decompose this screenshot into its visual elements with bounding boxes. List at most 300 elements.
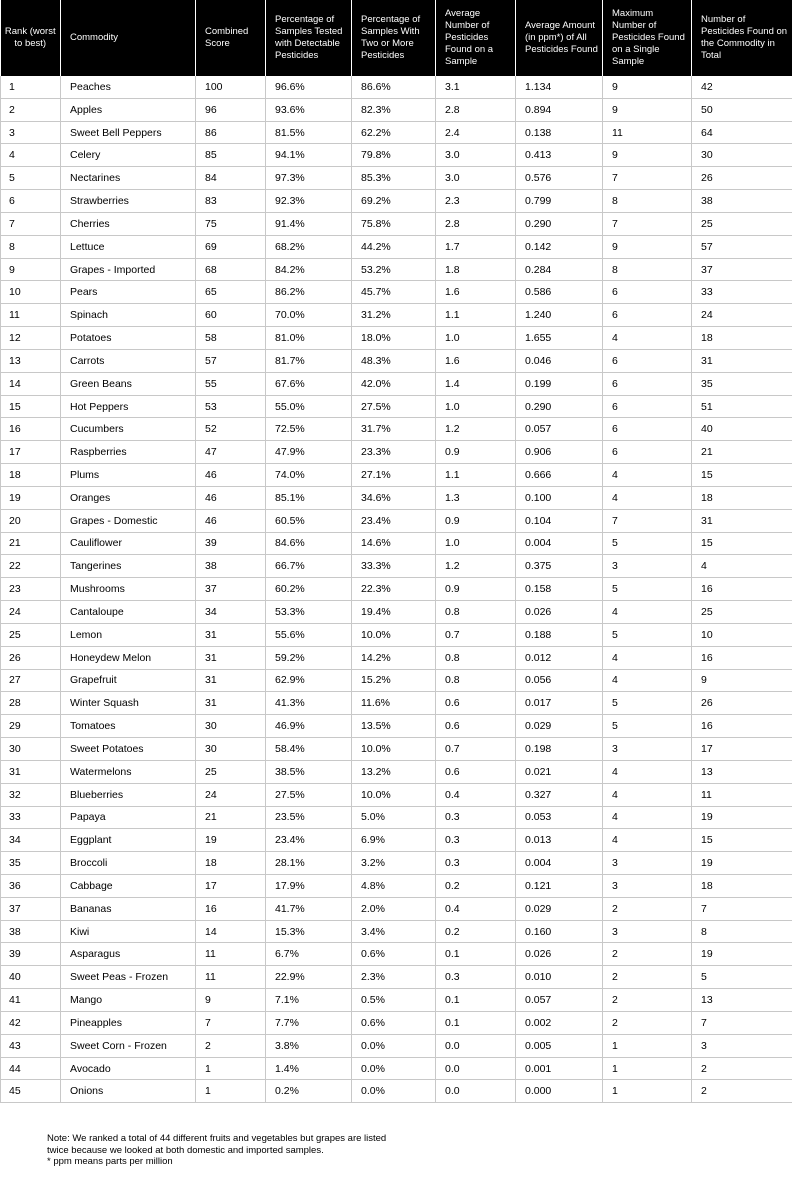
cell-commodity: Nectarines <box>61 167 196 190</box>
cell-max-number: 4 <box>603 783 692 806</box>
cell-rank: 10 <box>1 281 61 304</box>
cell-max-number: 6 <box>603 349 692 372</box>
table-row <box>1 920 792 943</box>
cell-commodity: Eggplant <box>61 829 196 852</box>
cell-avg-amount: 0.576 <box>516 167 603 190</box>
cell-combined-score: 2 <box>196 1034 266 1057</box>
cell-avg-number: 0.4 <box>436 897 516 920</box>
cell-avg-amount: 0.004 <box>516 532 603 555</box>
cell-avg-number: 0.0 <box>436 1080 516 1103</box>
cell-commodity: Onions <box>61 1080 196 1103</box>
cell-commodity: Grapes - Domestic <box>61 509 196 532</box>
cell-avg-number: 3.0 <box>436 144 516 167</box>
table-row <box>1 1034 792 1057</box>
cell-commodity: Kiwi <box>61 920 196 943</box>
table-row <box>1 874 792 897</box>
cell-combined-score: 69 <box>196 235 266 258</box>
cell-avg-amount: 0.121 <box>516 874 603 897</box>
cell-avg-amount: 0.290 <box>516 212 603 235</box>
cell-avg-amount: 0.138 <box>516 121 603 144</box>
cell-pct-two-or-more: 10.0% <box>352 623 436 646</box>
cell-combined-score: 46 <box>196 509 266 532</box>
cell-avg-amount: 0.188 <box>516 623 603 646</box>
cell-commodity: Pears <box>61 281 196 304</box>
cell-pct-two-or-more: 13.5% <box>352 715 436 738</box>
cell-avg-amount: 0.013 <box>516 829 603 852</box>
cell-total-number: 64 <box>692 121 792 144</box>
cell-commodity: Cantaloupe <box>61 601 196 624</box>
cell-combined-score: 7 <box>196 1011 266 1034</box>
header-total-number: Number of Pesticides Found on the Commodity in Total <box>692 0 792 76</box>
cell-avg-amount: 0.000 <box>516 1080 603 1103</box>
cell-avg-number: 2.3 <box>436 190 516 213</box>
cell-avg-amount: 0.284 <box>516 258 603 281</box>
cell-avg-amount: 0.012 <box>516 646 603 669</box>
table-body <box>1 76 792 1103</box>
cell-avg-amount: 0.026 <box>516 601 603 624</box>
cell-pct-detectable: 72.5% <box>266 418 352 441</box>
cell-avg-number: 1.6 <box>436 349 516 372</box>
cell-max-number: 1 <box>603 1057 692 1080</box>
table-row <box>1 76 792 98</box>
cell-pct-detectable: 47.9% <box>266 441 352 464</box>
cell-pct-two-or-more: 33.3% <box>352 555 436 578</box>
cell-total-number: 15 <box>692 464 792 487</box>
cell-combined-score: 83 <box>196 190 266 213</box>
cell-total-number: 24 <box>692 304 792 327</box>
table-row <box>1 144 792 167</box>
cell-pct-detectable: 81.0% <box>266 327 352 350</box>
cell-pct-detectable: 3.8% <box>266 1034 352 1057</box>
cell-avg-amount: 0.100 <box>516 486 603 509</box>
cell-avg-number: 0.9 <box>436 578 516 601</box>
cell-combined-score: 25 <box>196 760 266 783</box>
cell-commodity: Lemon <box>61 623 196 646</box>
cell-avg-amount: 0.104 <box>516 509 603 532</box>
cell-commodity: Strawberries <box>61 190 196 213</box>
cell-avg-amount: 0.413 <box>516 144 603 167</box>
cell-pct-two-or-more: 69.2% <box>352 190 436 213</box>
cell-combined-score: 24 <box>196 783 266 806</box>
cell-pct-two-or-more: 23.3% <box>352 441 436 464</box>
cell-rank: 27 <box>1 669 61 692</box>
cell-rank: 17 <box>1 441 61 464</box>
cell-rank: 42 <box>1 1011 61 1034</box>
cell-pct-detectable: 59.2% <box>266 646 352 669</box>
cell-avg-amount: 0.056 <box>516 669 603 692</box>
cell-combined-score: 9 <box>196 989 266 1012</box>
cell-pct-two-or-more: 15.2% <box>352 669 436 692</box>
cell-max-number: 6 <box>603 304 692 327</box>
cell-max-number: 2 <box>603 897 692 920</box>
cell-max-number: 4 <box>603 486 692 509</box>
cell-avg-amount: 0.142 <box>516 235 603 258</box>
cell-commodity: Cabbage <box>61 874 196 897</box>
cell-avg-number: 1.0 <box>436 327 516 350</box>
cell-avg-number: 0.2 <box>436 874 516 897</box>
cell-pct-two-or-more: 2.3% <box>352 966 436 989</box>
cell-rank: 11 <box>1 304 61 327</box>
cell-avg-amount: 0.005 <box>516 1034 603 1057</box>
cell-avg-number: 0.8 <box>436 601 516 624</box>
cell-pct-two-or-more: 19.4% <box>352 601 436 624</box>
cell-commodity: Grapes - Imported <box>61 258 196 281</box>
cell-commodity: Plums <box>61 464 196 487</box>
table-row <box>1 349 792 372</box>
cell-total-number: 19 <box>692 852 792 875</box>
cell-avg-amount: 1.134 <box>516 76 603 98</box>
cell-pct-two-or-more: 14.2% <box>352 646 436 669</box>
cell-avg-amount: 1.240 <box>516 304 603 327</box>
cell-avg-number: 1.2 <box>436 555 516 578</box>
cell-rank: 34 <box>1 829 61 852</box>
cell-total-number: 31 <box>692 349 792 372</box>
cell-max-number: 6 <box>603 418 692 441</box>
cell-total-number: 18 <box>692 874 792 897</box>
cell-pct-detectable: 92.3% <box>266 190 352 213</box>
table-row <box>1 989 792 1012</box>
cell-rank: 45 <box>1 1080 61 1103</box>
note-line-2: twice because we looked at both domestic and imported samples. <box>47 1144 324 1156</box>
cell-pct-two-or-more: 11.6% <box>352 692 436 715</box>
cell-max-number: 3 <box>603 852 692 875</box>
cell-commodity: Broccoli <box>61 852 196 875</box>
cell-avg-amount: 0.586 <box>516 281 603 304</box>
cell-total-number: 19 <box>692 806 792 829</box>
cell-rank: 5 <box>1 167 61 190</box>
cell-avg-number: 1.3 <box>436 486 516 509</box>
cell-avg-number: 0.1 <box>436 1011 516 1034</box>
cell-pct-detectable: 6.7% <box>266 943 352 966</box>
cell-commodity: Watermelons <box>61 760 196 783</box>
table-row <box>1 509 792 532</box>
cell-commodity: Oranges <box>61 486 196 509</box>
cell-commodity: Peaches <box>61 76 196 98</box>
cell-pct-two-or-more: 0.0% <box>352 1034 436 1057</box>
table-row <box>1 418 792 441</box>
cell-avg-number: 0.0 <box>436 1034 516 1057</box>
cell-commodity: Cucumbers <box>61 418 196 441</box>
cell-total-number: 16 <box>692 578 792 601</box>
cell-rank: 30 <box>1 738 61 761</box>
table-row <box>1 578 792 601</box>
table-row <box>1 852 792 875</box>
cell-pct-detectable: 28.1% <box>266 852 352 875</box>
cell-avg-number: 0.4 <box>436 783 516 806</box>
cell-avg-number: 3.0 <box>436 167 516 190</box>
cell-pct-detectable: 86.2% <box>266 281 352 304</box>
cell-pct-detectable: 97.3% <box>266 167 352 190</box>
cell-pct-two-or-more: 0.5% <box>352 989 436 1012</box>
cell-avg-number: 1.7 <box>436 235 516 258</box>
cell-total-number: 10 <box>692 623 792 646</box>
cell-max-number: 3 <box>603 874 692 897</box>
table-row <box>1 1011 792 1034</box>
cell-max-number: 6 <box>603 395 692 418</box>
cell-combined-score: 21 <box>196 806 266 829</box>
cell-combined-score: 68 <box>196 258 266 281</box>
cell-avg-number: 2.8 <box>436 212 516 235</box>
cell-combined-score: 65 <box>196 281 266 304</box>
cell-total-number: 3 <box>692 1034 792 1057</box>
cell-avg-number: 2.4 <box>436 121 516 144</box>
cell-pct-detectable: 81.5% <box>266 121 352 144</box>
cell-max-number: 2 <box>603 966 692 989</box>
cell-combined-score: 18 <box>196 852 266 875</box>
cell-pct-two-or-more: 3.2% <box>352 852 436 875</box>
cell-total-number: 16 <box>692 646 792 669</box>
cell-commodity: Potatoes <box>61 327 196 350</box>
table-row <box>1 669 792 692</box>
cell-pct-detectable: 67.6% <box>266 372 352 395</box>
cell-combined-score: 55 <box>196 372 266 395</box>
cell-commodity: Carrots <box>61 349 196 372</box>
cell-max-number: 7 <box>603 509 692 532</box>
cell-pct-detectable: 23.4% <box>266 829 352 852</box>
cell-pct-detectable: 23.5% <box>266 806 352 829</box>
table-row <box>1 897 792 920</box>
table-header-row <box>1 0 792 76</box>
cell-pct-two-or-more: 75.8% <box>352 212 436 235</box>
cell-combined-score: 47 <box>196 441 266 464</box>
cell-combined-score: 86 <box>196 121 266 144</box>
cell-avg-amount: 0.199 <box>516 372 603 395</box>
cell-pct-two-or-more: 31.2% <box>352 304 436 327</box>
table-row <box>1 829 792 852</box>
cell-pct-detectable: 94.1% <box>266 144 352 167</box>
cell-max-number: 1 <box>603 1034 692 1057</box>
cell-pct-detectable: 27.5% <box>266 783 352 806</box>
cell-pct-two-or-more: 53.2% <box>352 258 436 281</box>
cell-pct-two-or-more: 13.2% <box>352 760 436 783</box>
cell-max-number: 2 <box>603 1011 692 1034</box>
cell-combined-score: 58 <box>196 327 266 350</box>
cell-max-number: 5 <box>603 578 692 601</box>
cell-avg-number: 0.6 <box>436 715 516 738</box>
cell-commodity: Green Beans <box>61 372 196 395</box>
cell-pct-detectable: 46.9% <box>266 715 352 738</box>
cell-pct-two-or-more: 6.9% <box>352 829 436 852</box>
cell-rank: 26 <box>1 646 61 669</box>
cell-rank: 36 <box>1 874 61 897</box>
cell-avg-amount: 0.026 <box>516 943 603 966</box>
cell-max-number: 6 <box>603 441 692 464</box>
cell-total-number: 7 <box>692 1011 792 1034</box>
table-notes <box>47 1133 487 1168</box>
table-row <box>1 738 792 761</box>
cell-avg-amount: 1.655 <box>516 327 603 350</box>
cell-commodity: Sweet Peas - Frozen <box>61 966 196 989</box>
cell-pct-detectable: 93.6% <box>266 98 352 121</box>
cell-max-number: 9 <box>603 235 692 258</box>
cell-rank: 44 <box>1 1057 61 1080</box>
cell-total-number: 25 <box>692 601 792 624</box>
table-row <box>1 760 792 783</box>
cell-total-number: 35 <box>692 372 792 395</box>
table-row <box>1 464 792 487</box>
cell-combined-score: 30 <box>196 715 266 738</box>
cell-rank: 25 <box>1 623 61 646</box>
table-row <box>1 304 792 327</box>
cell-commodity: Cauliflower <box>61 532 196 555</box>
cell-avg-amount: 0.010 <box>516 966 603 989</box>
cell-max-number: 8 <box>603 190 692 213</box>
cell-pct-two-or-more: 18.0% <box>352 327 436 350</box>
cell-total-number: 38 <box>692 190 792 213</box>
cell-total-number: 25 <box>692 212 792 235</box>
table-row <box>1 395 792 418</box>
cell-rank: 43 <box>1 1034 61 1057</box>
cell-pct-two-or-more: 4.8% <box>352 874 436 897</box>
cell-pct-two-or-more: 85.3% <box>352 167 436 190</box>
cell-rank: 33 <box>1 806 61 829</box>
note-ppm-footnote: * ppm means parts per million <box>47 1156 173 1167</box>
cell-avg-number: 0.9 <box>436 509 516 532</box>
cell-commodity: Pineapples <box>61 1011 196 1034</box>
cell-avg-number: 1.0 <box>436 395 516 418</box>
cell-avg-amount: 0.057 <box>516 418 603 441</box>
cell-avg-amount: 0.158 <box>516 578 603 601</box>
cell-max-number: 3 <box>603 555 692 578</box>
cell-pct-detectable: 38.5% <box>266 760 352 783</box>
cell-max-number: 1 <box>603 1080 692 1103</box>
cell-rank: 8 <box>1 235 61 258</box>
cell-avg-amount: 0.799 <box>516 190 603 213</box>
cell-rank: 21 <box>1 532 61 555</box>
cell-combined-score: 1 <box>196 1057 266 1080</box>
table-row <box>1 212 792 235</box>
cell-rank: 37 <box>1 897 61 920</box>
cell-max-number: 9 <box>603 144 692 167</box>
cell-total-number: 16 <box>692 715 792 738</box>
cell-combined-score: 11 <box>196 943 266 966</box>
table-row <box>1 601 792 624</box>
cell-rank: 24 <box>1 601 61 624</box>
cell-avg-number: 1.8 <box>436 258 516 281</box>
cell-total-number: 5 <box>692 966 792 989</box>
cell-avg-number: 3.1 <box>436 76 516 98</box>
cell-max-number: 4 <box>603 464 692 487</box>
table-row <box>1 1080 792 1103</box>
cell-pct-detectable: 84.6% <box>266 532 352 555</box>
cell-avg-amount: 0.198 <box>516 738 603 761</box>
cell-max-number: 4 <box>603 327 692 350</box>
cell-total-number: 31 <box>692 509 792 532</box>
cell-max-number: 11 <box>603 121 692 144</box>
cell-commodity: Asparagus <box>61 943 196 966</box>
cell-pct-detectable: 60.5% <box>266 509 352 532</box>
cell-commodity: Honeydew Melon <box>61 646 196 669</box>
cell-pct-two-or-more: 0.6% <box>352 943 436 966</box>
cell-avg-amount: 0.004 <box>516 852 603 875</box>
cell-total-number: 18 <box>692 486 792 509</box>
cell-avg-number: 0.0 <box>436 1057 516 1080</box>
cell-pct-detectable: 96.6% <box>266 76 352 98</box>
cell-total-number: 19 <box>692 943 792 966</box>
table-row <box>1 190 792 213</box>
cell-rank: 3 <box>1 121 61 144</box>
table-row <box>1 281 792 304</box>
cell-avg-amount: 0.906 <box>516 441 603 464</box>
cell-total-number: 21 <box>692 441 792 464</box>
cell-commodity: Hot Peppers <box>61 395 196 418</box>
cell-total-number: 2 <box>692 1057 792 1080</box>
header-combined-score: Combined Score <box>196 0 266 76</box>
cell-combined-score: 60 <box>196 304 266 327</box>
cell-total-number: 30 <box>692 144 792 167</box>
cell-max-number: 9 <box>603 98 692 121</box>
cell-combined-score: 46 <box>196 486 266 509</box>
cell-commodity: Sweet Potatoes <box>61 738 196 761</box>
cell-commodity: Apples <box>61 98 196 121</box>
cell-combined-score: 53 <box>196 395 266 418</box>
cell-commodity: Winter Squash <box>61 692 196 715</box>
cell-avg-number: 1.6 <box>436 281 516 304</box>
cell-pct-detectable: 66.7% <box>266 555 352 578</box>
cell-commodity: Tomatoes <box>61 715 196 738</box>
cell-total-number: 4 <box>692 555 792 578</box>
cell-max-number: 3 <box>603 738 692 761</box>
cell-total-number: 50 <box>692 98 792 121</box>
cell-combined-score: 17 <box>196 874 266 897</box>
cell-combined-score: 37 <box>196 578 266 601</box>
cell-rank: 7 <box>1 212 61 235</box>
cell-combined-score: 1 <box>196 1080 266 1103</box>
table-row <box>1 715 792 738</box>
table-row <box>1 623 792 646</box>
cell-avg-number: 1.4 <box>436 372 516 395</box>
cell-pct-two-or-more: 34.6% <box>352 486 436 509</box>
table-row <box>1 372 792 395</box>
table-row <box>1 555 792 578</box>
cell-total-number: 8 <box>692 920 792 943</box>
cell-pct-detectable: 41.7% <box>266 897 352 920</box>
cell-avg-number: 0.7 <box>436 738 516 761</box>
cell-max-number: 2 <box>603 989 692 1012</box>
cell-pct-two-or-more: 5.0% <box>352 806 436 829</box>
cell-max-number: 7 <box>603 167 692 190</box>
cell-avg-amount: 0.053 <box>516 806 603 829</box>
cell-max-number: 8 <box>603 258 692 281</box>
cell-combined-score: 100 <box>196 76 266 98</box>
cell-max-number: 5 <box>603 715 692 738</box>
cell-pct-two-or-more: 0.0% <box>352 1080 436 1103</box>
cell-pct-two-or-more: 10.0% <box>352 783 436 806</box>
table-row <box>1 943 792 966</box>
cell-rank: 41 <box>1 989 61 1012</box>
cell-avg-amount: 0.894 <box>516 98 603 121</box>
cell-commodity: Sweet Bell Peppers <box>61 121 196 144</box>
cell-combined-score: 85 <box>196 144 266 167</box>
cell-max-number: 3 <box>603 920 692 943</box>
table-row <box>1 806 792 829</box>
cell-rank: 12 <box>1 327 61 350</box>
cell-max-number: 2 <box>603 943 692 966</box>
cell-avg-number: 0.1 <box>436 989 516 1012</box>
cell-rank: 28 <box>1 692 61 715</box>
cell-max-number: 4 <box>603 806 692 829</box>
cell-rank: 29 <box>1 715 61 738</box>
cell-combined-score: 39 <box>196 532 266 555</box>
table-row <box>1 966 792 989</box>
cell-avg-number: 0.6 <box>436 692 516 715</box>
cell-avg-number: 1.0 <box>436 532 516 555</box>
cell-avg-amount: 0.001 <box>516 1057 603 1080</box>
cell-combined-score: 30 <box>196 738 266 761</box>
cell-avg-amount: 0.327 <box>516 783 603 806</box>
cell-avg-number: 1.2 <box>436 418 516 441</box>
cell-avg-number: 2.8 <box>436 98 516 121</box>
